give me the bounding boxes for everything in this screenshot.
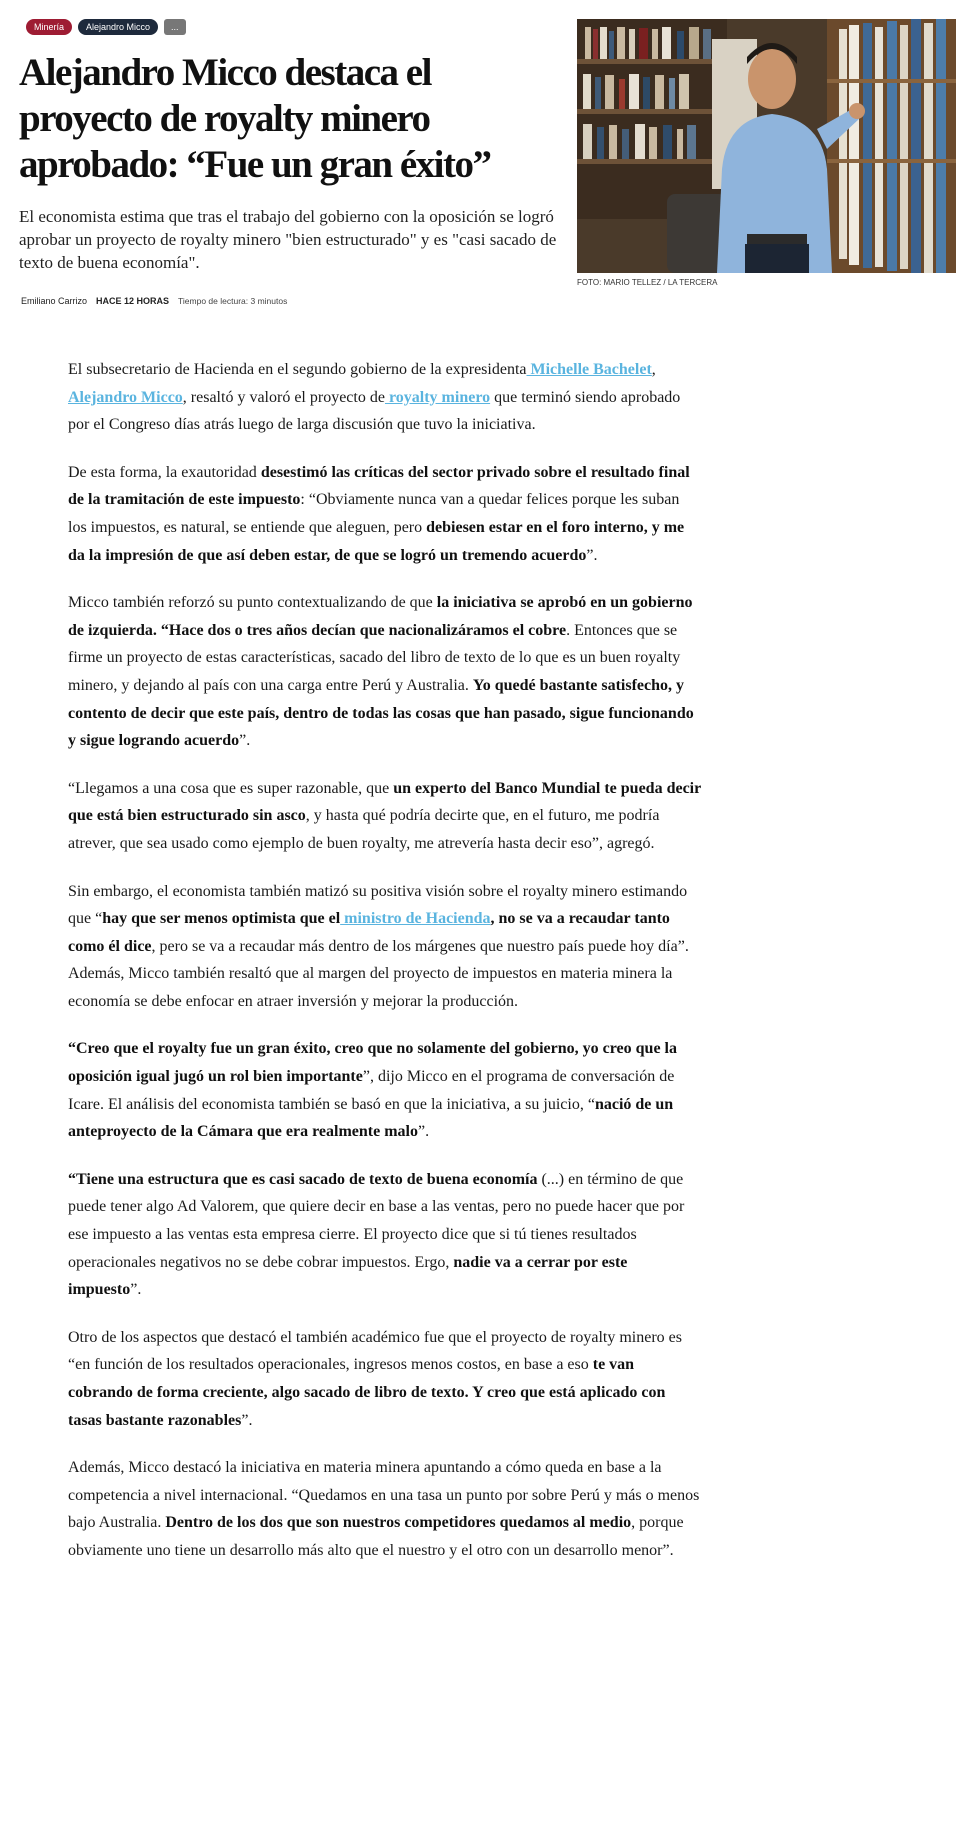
bold-quote: desestimó las críticas del sector privado sobre el resultado final de la tramitación de este impuesto [68,463,690,509]
bold-quote: nació de un anteproyecto de la Cámara que era realmente malo [68,1095,674,1141]
paragraph-text: El subsecretario de Hacienda en el segundo gobierno de la expresidenta [68,361,527,378]
article-header [0,0,980,320]
paragraph-text: , [651,361,656,378]
paragraph-text: ”. [418,1123,430,1141]
more-tags-button[interactable]: ... [164,19,186,35]
tag-alejandro-micco[interactable]: Alejandro Micco [78,19,158,35]
bold-quote: la iniciativa se aprobó en un gobierno de izquierda. “Hace dos o tres años decían que nacionalizáramos el cobre [68,594,693,639]
paragraph-text: ”. [239,732,251,750]
paragraph-text: Micco también reforzó su punto contextualizando de que [68,594,437,612]
article-paragraph [68,775,701,858]
bold-quote: Dentro de los dos que son nuestros competidores quedamos al medio [165,1514,632,1532]
bold-quote: “Tiene una estructura que es casi sacado de texto de buena economía [68,1170,538,1188]
paragraph-text: “Llegamos a una cosa que es super razonable, que [68,779,394,797]
publish-time: HACE 12 HORAS [96,296,170,306]
article-paragraph [68,1454,701,1564]
paragraph-text: . Entonces que se firme un proyecto de estas características, sacado del libro de texto de lo que es un buen royalty minero, y dejando al país con una carga entre Perú y Australia. [68,621,681,694]
tag-mineria[interactable]: Minería [26,19,72,35]
bold-quote: Yo quedé bastante satisfecho, y contento de decir que este país, dentro de todas las cosas que han pasado, sigue funcionando y sigue logrando acuerdo [68,676,694,750]
photo-caption: FOTO: MARIO TELLEZ / LA TERCERA [577,278,718,287]
bold-quote: “Creo que el royalty fue un gran éxito, creo que no solamente del gobierno, yo creo que la oposición igual jugó un rol bien importante [68,1040,677,1086]
paragraph-text: Otro de los aspectos que destacó el también académico fue que el proyecto de royalty minero es “en función de los resultados operacionales, ingresos menos costos, en base a eso [68,1328,682,1374]
bold-quote: nadie va a cerrar por este impuesto [68,1253,628,1299]
paragraph-text: (...) en término de que puede tener algo Ad Valorem, que quiere decir en base a las ventas, pero no puede hacer que por ese impuesto a las ventas esta empresa cierre. El proyecto dice que si tú tienes resultados operacionales negativos no se debe cobrar impuestos. Ergo, [68,1170,685,1271]
inline-link[interactable]: ministro de Hacienda [340,910,491,928]
paragraph-text: ”. [130,1281,142,1299]
article-body [68,356,701,1585]
paragraph-text: Además, Micco destacó la iniciativa en materia minera apuntando a cómo queda en base a la competencia a nivel internacional. “Quedamos en una tasa un punto por sobre Perú y más o menos bajo Australia. [68,1459,700,1532]
bold-quote: debiesen estar en el foro interno, y me da la impresión de que así deben estar, de que se logró un tremendo acuerdo [68,518,685,564]
article-paragraph [68,459,701,569]
article-subtitle: El economista estima que tras el trabajo del gobierno con la oposición se logró aprobar un proyecto de royalty minero "bien estructurado" y es "casi sacado de texto de buena economía". [19,207,557,272]
portrait-image [577,19,956,273]
paragraph-text: ”. [586,546,598,564]
article-paragraph [68,1166,701,1304]
inline-link[interactable]: royalty minero [384,388,491,406]
author-name[interactable]: Emiliano Carrizo [21,296,88,306]
byline [21,296,287,306]
paragraph-text: Sin embargo, el economista también matizó su positiva visión sobre el royalty minero estimando que “ [68,882,688,928]
paragraph-text: , y hasta qué podría decirte que, en el futuro, me podría atrever, que sea usado como ejemplo de buen royalty, me atrevería hasta decir eso”, agregó. [68,807,660,852]
bold-quote: hay que ser menos optimista que el [102,910,341,928]
bold-quote: un experto del Banco Mundial te pueda decir que está bien estructurado sin asco [68,779,701,825]
paragraph-text: : “Obviamente nunca van a quedar felices porque les suban los impuestos, es natural, se entiende que aleguen, pero [68,491,680,536]
article-paragraph [68,878,701,1016]
paragraph-text: ”, dijo Micco en el programa de conversación de Icare. El análisis del economista también se basó en que la iniciativa, a su juicio, “ [68,1068,675,1113]
reading-time: Tiempo de lectura: 3 minutos [178,296,288,306]
inline-link[interactable]: Alejandro Micco [68,388,183,406]
paragraph-text: , porque obviamente uno tiene un desarrollo más alto que el nuestro y el otro con un desarrollo menor”. [68,1514,684,1559]
article-paragraph [68,356,701,439]
paragraph-text: De esta forma, la exautoridad [68,463,261,481]
inline-link[interactable]: Michelle Bachelet [526,361,652,378]
bold-quote: te van cobrando de forma creciente, algo sacado de libro de texto. Y creo que está aplicado con tasas bastante razonables [68,1356,666,1429]
paragraph-text: , pero se va a recaudar más dentro de los márgenes que nuestro país puede hoy día”. Además, Micco también resaltó que al margen del proyecto de impuestos en materia minera la economía se debe enfocar en atraer inversión y mejorar la producción. [68,937,689,1010]
article-paragraph [68,589,701,755]
paragraph-text: que terminó siendo aprobado por el Congreso días atrás luego de larga discusión que tuvo la iniciativa. [68,388,681,434]
paragraph-text: ”. [241,1411,253,1429]
article-paragraph [68,1324,701,1434]
article-paragraph [68,1035,701,1145]
bold-quote: , no se va a recaudar tanto como él dice [68,910,670,955]
paragraph-text: , resaltó y valoró el proyecto de [182,388,385,406]
tag-list [26,19,186,35]
page-title: Alejandro Micco destaca el proyecto de royalty minero aprobado: “Fue un gran éxito” [19,51,491,186]
article-photo [577,19,956,273]
